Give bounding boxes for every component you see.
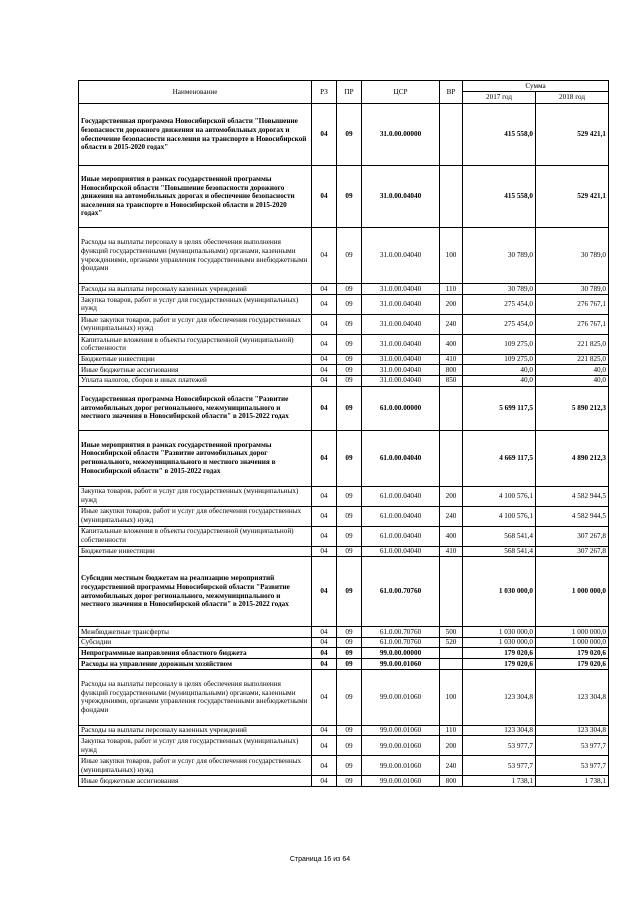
row-vr: 200 bbox=[440, 486, 463, 506]
row-csr: 31.0.00.04040 bbox=[362, 314, 440, 334]
row-name: Субсидии bbox=[79, 637, 312, 648]
row-name: Иные бюджетные ассигнования bbox=[79, 365, 312, 376]
row-rz: 04 bbox=[312, 294, 337, 314]
row-pr: 09 bbox=[337, 375, 362, 386]
table-row bbox=[79, 104, 609, 166]
row-name: Межбюджетные трансферты bbox=[79, 627, 312, 638]
row-csr: 61.0.00.70760 bbox=[362, 637, 440, 648]
row-name: Иные закупки товаров, работ и услуг для обеспечения государственных (муниципальных) нужд bbox=[79, 756, 312, 776]
row-pr: 09 bbox=[337, 776, 362, 787]
row-sum-2018: 1 000 000,0 bbox=[536, 557, 609, 627]
page-number: Страница 16 из 64 bbox=[289, 856, 351, 863]
row-sum-2018: 276 767,1 bbox=[536, 314, 609, 334]
row-name: Иные мероприятия в рамках государственной программы Новосибирской области "Развитие автомобильных дорог регионального, межмуниципального и местного значения в Новосибирской области" в 2015-2022 годах bbox=[79, 430, 312, 486]
row-sum-2018: 123 304,8 bbox=[536, 669, 609, 725]
row-pr: 09 bbox=[337, 486, 362, 506]
row-rz: 04 bbox=[312, 776, 337, 787]
row-pr: 09 bbox=[337, 627, 362, 638]
row-rz: 04 bbox=[312, 166, 337, 228]
row-sum-2017: 415 558,0 bbox=[463, 166, 536, 228]
row-csr: 61.0.00.70760 bbox=[362, 627, 440, 638]
row-pr: 09 bbox=[337, 736, 362, 756]
row-sum-2017: 1 738,1 bbox=[463, 776, 536, 787]
row-vr: 500 bbox=[440, 627, 463, 638]
row-sum-2017: 415 558,0 bbox=[463, 104, 536, 166]
row-sum-2017: 179 020,6 bbox=[463, 659, 536, 670]
row-sum-2018: 53 977,7 bbox=[536, 756, 609, 776]
row-rz: 04 bbox=[312, 669, 337, 725]
row-rz: 04 bbox=[312, 648, 337, 659]
table-row bbox=[79, 506, 609, 526]
row-sum-2017: 275 454,0 bbox=[463, 314, 536, 334]
row-vr bbox=[440, 659, 463, 670]
row-name: Бюджетные инвестиции bbox=[79, 354, 312, 365]
row-rz: 04 bbox=[312, 430, 337, 486]
row-csr: 31.0.00.04040 bbox=[362, 294, 440, 314]
row-vr: 110 bbox=[440, 725, 463, 736]
row-pr: 09 bbox=[337, 334, 362, 354]
row-sum-2018: 1 000 000,0 bbox=[536, 637, 609, 648]
row-csr: 31.0.00.04040 bbox=[362, 375, 440, 386]
row-vr: 200 bbox=[440, 294, 463, 314]
row-rz: 04 bbox=[312, 375, 337, 386]
row-sum-2018: 221 825,0 bbox=[536, 354, 609, 365]
row-csr: 61.0.00.70760 bbox=[362, 557, 440, 627]
header-vr: ВР bbox=[440, 81, 463, 104]
table-row bbox=[79, 166, 609, 228]
row-sum-2017: 5 699 117,5 bbox=[463, 386, 536, 430]
row-rz: 04 bbox=[312, 637, 337, 648]
row-rz: 04 bbox=[312, 756, 337, 776]
row-sum-2018: 307 267,8 bbox=[536, 526, 609, 546]
row-name: Расходы на выплаты персоналу в целях обеспечения выполнения функций государственными (муниципальными) органами, казенными учреждениями, органами управления государственными внебюджетными фондами bbox=[79, 228, 312, 284]
row-csr: 99.0.00.01060 bbox=[362, 659, 440, 670]
row-csr: 99.0.00.01060 bbox=[362, 736, 440, 756]
row-sum-2017: 275 454,0 bbox=[463, 294, 536, 314]
table-row bbox=[79, 314, 609, 334]
row-vr: 400 bbox=[440, 334, 463, 354]
row-csr: 99.0.00.01060 bbox=[362, 756, 440, 776]
row-rz: 04 bbox=[312, 557, 337, 627]
table-row bbox=[79, 294, 609, 314]
table-row bbox=[79, 228, 609, 284]
header-sum: Сумма bbox=[463, 81, 609, 92]
row-sum-2017: 30 789,0 bbox=[463, 228, 536, 284]
row-name: Государственная программа Новосибирской области "Развитие автомобильных дорог регионального, межмуниципального и местного значения в Новосибирской области" в 2015-2022 годах bbox=[79, 386, 312, 430]
row-rz: 04 bbox=[312, 104, 337, 166]
row-sum-2018: 40,0 bbox=[536, 365, 609, 376]
table-row bbox=[79, 776, 609, 787]
row-name: Уплата налогов, сборов и иных платежей bbox=[79, 375, 312, 386]
table-row bbox=[79, 627, 609, 638]
row-vr bbox=[440, 386, 463, 430]
row-rz: 04 bbox=[312, 284, 337, 295]
row-sum-2018: 529 421,1 bbox=[536, 166, 609, 228]
row-name: Капитальные вложения в объекты государственной (муниципальной) собственности bbox=[79, 334, 312, 354]
row-rz: 04 bbox=[312, 725, 337, 736]
table-row bbox=[79, 526, 609, 546]
row-sum-2017: 40,0 bbox=[463, 365, 536, 376]
table-row bbox=[79, 334, 609, 354]
row-pr: 09 bbox=[337, 284, 362, 295]
row-vr: 400 bbox=[440, 526, 463, 546]
row-name: Субсидии местным бюджетам на реализацию мероприятий государственной программы Новосибирской области "Развитие автомобильных дорог регионального, межмуниципального и местного значения в Новосибирской области" в 2015-2022 годах bbox=[79, 557, 312, 627]
row-sum-2017: 1 030 000,0 bbox=[463, 627, 536, 638]
budget-table-page bbox=[78, 80, 608, 787]
row-pr: 09 bbox=[337, 430, 362, 486]
row-sum-2018: 30 789,0 bbox=[536, 284, 609, 295]
row-pr: 09 bbox=[337, 228, 362, 284]
row-sum-2017: 123 304,8 bbox=[463, 725, 536, 736]
row-csr: 99.0.00.01060 bbox=[362, 725, 440, 736]
row-vr: 410 bbox=[440, 546, 463, 557]
row-pr: 09 bbox=[337, 756, 362, 776]
row-vr: 100 bbox=[440, 669, 463, 725]
row-sum-2018: 4 582 944,5 bbox=[536, 486, 609, 506]
row-csr: 61.0.00.04040 bbox=[362, 430, 440, 486]
row-rz: 04 bbox=[312, 659, 337, 670]
row-csr: 61.0.00.04040 bbox=[362, 486, 440, 506]
row-sum-2018: 221 825,0 bbox=[536, 334, 609, 354]
row-vr bbox=[440, 430, 463, 486]
row-sum-2018: 179 020,6 bbox=[536, 659, 609, 670]
row-pr: 09 bbox=[337, 104, 362, 166]
row-pr: 09 bbox=[337, 526, 362, 546]
row-name: Расходы на выплаты персоналу казенных учреждений bbox=[79, 284, 312, 295]
row-pr: 09 bbox=[337, 506, 362, 526]
row-vr: 800 bbox=[440, 365, 463, 376]
row-csr: 31.0.00.04040 bbox=[362, 365, 440, 376]
row-name: Иные закупки товаров, работ и услуг для обеспечения государственных (муниципальных) нужд bbox=[79, 314, 312, 334]
row-pr: 09 bbox=[337, 725, 362, 736]
table-row bbox=[79, 354, 609, 365]
row-sum-2017: 123 304,8 bbox=[463, 669, 536, 725]
row-rz: 04 bbox=[312, 506, 337, 526]
header-rz: РЗ bbox=[312, 81, 337, 104]
row-vr: 850 bbox=[440, 375, 463, 386]
row-rz: 04 bbox=[312, 334, 337, 354]
row-csr: 61.0.00.04040 bbox=[362, 546, 440, 557]
row-rz: 04 bbox=[312, 314, 337, 334]
row-rz: 04 bbox=[312, 365, 337, 376]
row-sum-2017: 4 100 576,1 bbox=[463, 506, 536, 526]
header-year-2017: 2017 год bbox=[463, 92, 536, 104]
row-sum-2017: 109 275,0 bbox=[463, 354, 536, 365]
row-csr: 99.0.00.01060 bbox=[362, 669, 440, 725]
row-name: Закупка товаров, работ и услуг для государственных (муниципальных) нужд bbox=[79, 736, 312, 756]
row-csr: 61.0.00.04040 bbox=[362, 506, 440, 526]
table-row bbox=[79, 557, 609, 627]
table-row bbox=[79, 365, 609, 376]
row-name: Закупка товаров, работ и услуг для государственных (муниципальных) нужд bbox=[79, 294, 312, 314]
row-pr: 09 bbox=[337, 669, 362, 725]
table-row bbox=[79, 430, 609, 486]
row-name: Бюджетные инвестиции bbox=[79, 546, 312, 557]
row-sum-2017: 4 100 576,1 bbox=[463, 486, 536, 506]
row-rz: 04 bbox=[312, 736, 337, 756]
row-pr: 09 bbox=[337, 659, 362, 670]
row-pr: 09 bbox=[337, 314, 362, 334]
row-sum-2018: 4 582 944,5 bbox=[536, 506, 609, 526]
row-sum-2017: 568 541,4 bbox=[463, 526, 536, 546]
row-vr: 110 bbox=[440, 284, 463, 295]
row-pr: 09 bbox=[337, 546, 362, 557]
row-vr: 520 bbox=[440, 637, 463, 648]
row-rz: 04 bbox=[312, 526, 337, 546]
row-vr bbox=[440, 104, 463, 166]
row-sum-2018: 179 020,6 bbox=[536, 648, 609, 659]
row-sum-2017: 53 977,7 bbox=[463, 756, 536, 776]
row-sum-2018: 529 421,1 bbox=[536, 104, 609, 166]
row-csr: 31.0.00.04040 bbox=[362, 334, 440, 354]
row-vr: 240 bbox=[440, 756, 463, 776]
row-name: Расходы на выплаты персоналу казенных учреждений bbox=[79, 725, 312, 736]
row-pr: 09 bbox=[337, 354, 362, 365]
row-sum-2018: 53 977,7 bbox=[536, 736, 609, 756]
row-vr bbox=[440, 557, 463, 627]
row-csr: 31.0.00.04040 bbox=[362, 228, 440, 284]
row-rz: 04 bbox=[312, 354, 337, 365]
table-row bbox=[79, 659, 609, 670]
row-pr: 09 bbox=[337, 648, 362, 659]
row-name: Расходы на управление дорожным хозяйством bbox=[79, 659, 312, 670]
row-sum-2018: 40,0 bbox=[536, 375, 609, 386]
budget-table bbox=[78, 80, 609, 787]
row-sum-2017: 4 669 117,5 bbox=[463, 430, 536, 486]
row-sum-2018: 30 789,0 bbox=[536, 228, 609, 284]
row-rz: 04 bbox=[312, 546, 337, 557]
row-sum-2018: 307 267,8 bbox=[536, 546, 609, 557]
row-csr: 31.0.00.04040 bbox=[362, 284, 440, 295]
row-name: Иные мероприятия в рамках государственной программы Новосибирской области "Повышение безопасности дорожного движения на автомобильных дорогах и обеспечение безопасности населения на транспорте в Новосибирской области в 2015-2020 годах" bbox=[79, 166, 312, 228]
row-csr: 31.0.00.04040 bbox=[362, 166, 440, 228]
row-vr bbox=[440, 166, 463, 228]
row-sum-2017: 1 030 000,0 bbox=[463, 557, 536, 627]
table-body bbox=[79, 104, 609, 787]
header-name: Наименование bbox=[79, 81, 312, 104]
row-csr: 99.0.00.00000 bbox=[362, 648, 440, 659]
row-sum-2017: 109 275,0 bbox=[463, 334, 536, 354]
row-csr: 99.0.00.01060 bbox=[362, 776, 440, 787]
row-rz: 04 bbox=[312, 486, 337, 506]
row-sum-2018: 1 738,1 bbox=[536, 776, 609, 787]
row-sum-2017: 1 030 000,0 bbox=[463, 637, 536, 648]
row-pr: 09 bbox=[337, 557, 362, 627]
table-row bbox=[79, 386, 609, 430]
table-row bbox=[79, 736, 609, 756]
row-pr: 09 bbox=[337, 166, 362, 228]
table-row bbox=[79, 284, 609, 295]
row-rz: 04 bbox=[312, 386, 337, 430]
table-row bbox=[79, 486, 609, 506]
header-year-2018: 2018 год bbox=[536, 92, 609, 104]
row-name: Закупка товаров, работ и услуг для государственных (муниципальных) нужд bbox=[79, 486, 312, 506]
table-row bbox=[79, 637, 609, 648]
row-rz: 04 bbox=[312, 627, 337, 638]
row-csr: 31.0.00.04040 bbox=[362, 354, 440, 365]
table-row bbox=[79, 756, 609, 776]
row-sum-2018: 4 890 212,3 bbox=[536, 430, 609, 486]
row-name: Непрограммные направления областного бюджета bbox=[79, 648, 312, 659]
row-vr: 800 bbox=[440, 776, 463, 787]
header-pr: ПР bbox=[337, 81, 362, 104]
row-sum-2018: 276 767,1 bbox=[536, 294, 609, 314]
table-row bbox=[79, 669, 609, 725]
row-vr: 410 bbox=[440, 354, 463, 365]
row-name: Государственная программа Новосибирской области "Повышение безопасности дорожного движения на автомобильных дорогах и обеспечение безопасности населения на транспорте в Новосибирской области в 2015-2020 годах" bbox=[79, 104, 312, 166]
row-vr: 240 bbox=[440, 314, 463, 334]
row-rz: 04 bbox=[312, 228, 337, 284]
table-row bbox=[79, 648, 609, 659]
row-pr: 09 bbox=[337, 294, 362, 314]
row-vr: 100 bbox=[440, 228, 463, 284]
row-sum-2017: 179 020,6 bbox=[463, 648, 536, 659]
row-sum-2018: 1 000 000,0 bbox=[536, 627, 609, 638]
table-row bbox=[79, 725, 609, 736]
row-name: Расходы на выплаты персоналу в целях обеспечения выполнения функций государственными (муниципальными) органами, казенными учреждениями, органами управления государственными внебюджетными фондами bbox=[79, 669, 312, 725]
row-name: Иные закупки товаров, работ и услуг для обеспечения государственных (муниципальных) нужд bbox=[79, 506, 312, 526]
row-vr bbox=[440, 648, 463, 659]
row-csr: 61.0.00.04040 bbox=[362, 526, 440, 546]
row-sum-2017: 30 789,0 bbox=[463, 284, 536, 295]
row-sum-2017: 568 541,4 bbox=[463, 546, 536, 557]
row-sum-2018: 5 890 212,3 bbox=[536, 386, 609, 430]
row-sum-2017: 53 977,7 bbox=[463, 736, 536, 756]
row-csr: 61.0.00.00000 bbox=[362, 386, 440, 430]
row-name: Иные бюджетные ассигнования bbox=[79, 776, 312, 787]
row-pr: 09 bbox=[337, 637, 362, 648]
row-pr: 09 bbox=[337, 386, 362, 430]
row-name: Капитальные вложения в объекты государственной (муниципальной) собственности bbox=[79, 526, 312, 546]
row-sum-2017: 40,0 bbox=[463, 375, 536, 386]
row-vr: 240 bbox=[440, 506, 463, 526]
row-vr: 200 bbox=[440, 736, 463, 756]
row-csr: 31.0.00.00000 bbox=[362, 104, 440, 166]
row-sum-2018: 123 304,8 bbox=[536, 725, 609, 736]
header-csr: ЦСР bbox=[362, 81, 440, 104]
row-pr: 09 bbox=[337, 365, 362, 376]
table-row bbox=[79, 546, 609, 557]
table-row bbox=[79, 375, 609, 386]
